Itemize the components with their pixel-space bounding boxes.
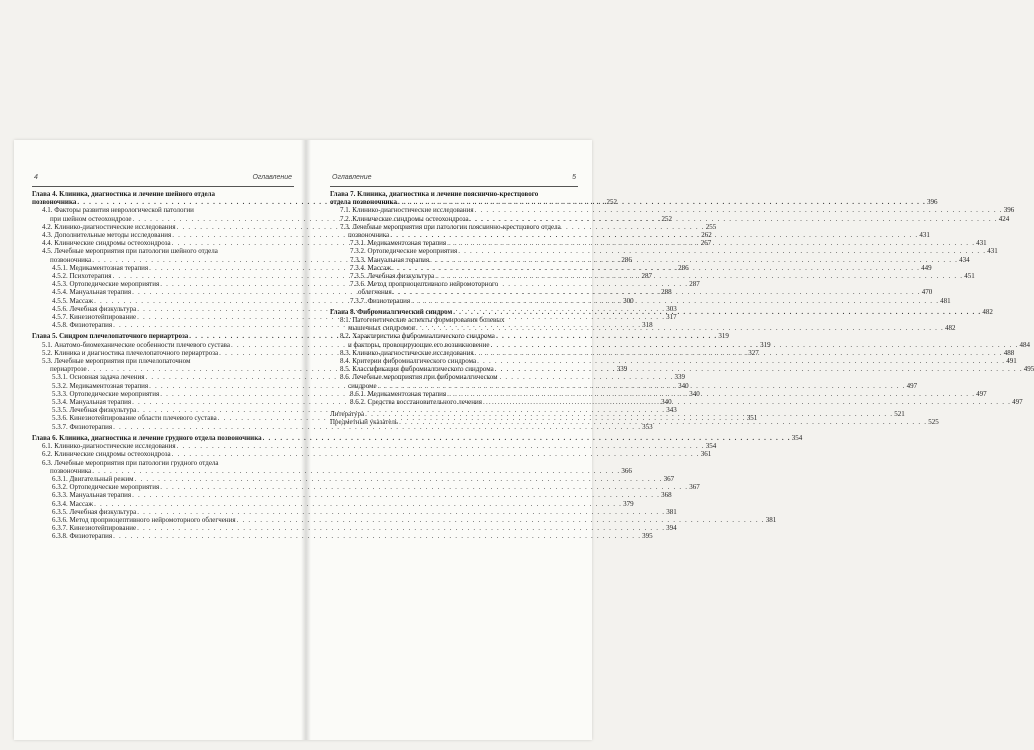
toc-entry-text: Глава 8. Фибромиалгический синдром (330, 307, 453, 316)
toc-entry (32, 499, 634, 508)
toc-page-number: 525 (928, 418, 939, 427)
toc-entry-text: 6.3.1. Двигательный режим (52, 474, 134, 483)
toc-entry-text: 4.5.4. Мануальная терапия (52, 288, 132, 297)
toc-page-number: 318 (642, 321, 653, 330)
toc-page-number: 287 (641, 272, 653, 281)
toc-page-number: 367 (689, 483, 700, 492)
toc-entry (32, 483, 700, 492)
toc-entry-text: 8.2. Характеристика фибромиалгического синдрома (340, 332, 495, 341)
toc-entry-text: отдела позвоночника (330, 198, 397, 207)
toc-page-number: 353 (642, 422, 653, 431)
toc-entry-text: Глава 4. Клиника, диагностика и лечение шейного отдела (32, 190, 215, 198)
toc-page-number: 339 (674, 373, 686, 382)
toc-page-number: 495 (1023, 365, 1034, 374)
toc-entry-text: 5.3.1. Основная задача лечения (52, 373, 145, 382)
toc-page-number: 431 (919, 231, 930, 240)
dot-leader (477, 357, 1005, 365)
dot-leader (447, 390, 975, 398)
toc-page-number: 287 (689, 280, 700, 289)
toc-page-number: 394 (666, 524, 677, 533)
running-header (32, 174, 294, 184)
toc-entry-text: 5.3.5. Лечебная физкультура (52, 406, 137, 415)
toc-entry-text: Глава 7. Клиника, диагностика и лечение пояснично-крестцового (330, 190, 539, 198)
toc-entry (32, 474, 675, 483)
toc-page-number: 381 (666, 507, 677, 516)
toc-entry (32, 450, 712, 459)
toc-page-number: 339 (616, 365, 628, 374)
toc-entry-text: позвоночника (50, 466, 92, 475)
toc-entry (32, 442, 717, 451)
toc-page-number: 319 (718, 332, 729, 341)
toc-entry-text: 5.2. Клиника и диагностика плечелопаточного периартроза (42, 348, 219, 357)
toc-entry-text: 5.3.6. Кинезиотейпирование области плечевого сустава (52, 414, 217, 423)
toc-entry-text: 4.4. Клинические синдромы остеохондроза (42, 239, 171, 248)
toc-page-number: 497 (1012, 398, 1023, 407)
toc-page-number: 470 (921, 288, 933, 297)
toc-entry-text: 8.6. Лечебные мероприятия при фибромиалгическом (340, 373, 498, 382)
toc-entry-text: синдроме (348, 381, 377, 390)
dot-leader (490, 341, 1018, 349)
toc-entry-text: 8.3. Клинико-диагностические исследования (340, 348, 474, 357)
toc-entry-text: 4.5.8. Физиотерапия (52, 321, 113, 330)
toc-page-number: 449 (921, 263, 932, 272)
toc-entry-text: 4.5.1. Медикаментозная терапия (52, 263, 149, 272)
toc-page-number: 317 (666, 313, 677, 322)
page-number: 5 (572, 174, 576, 181)
toc-page-number: 424 (998, 214, 1010, 223)
toc-entry (32, 515, 777, 524)
toc-entry-text: 5.3.2. Медикаментозная терапия (52, 381, 149, 390)
toc-entry-text: 7.3.7. Физиотерапия (350, 296, 411, 305)
toc-entry (330, 357, 1017, 366)
toc-entry-text: мышечных синдромов (348, 324, 415, 333)
toc-entry (32, 491, 672, 500)
toc-page-number: 327 (748, 348, 759, 357)
dot-leader (390, 231, 918, 239)
toc-entry-text: 4.1. Факторы развития неврологической патологии (42, 206, 194, 215)
toc-entry-text: 4.5.7. Кинезиотейпирование (52, 313, 137, 322)
dot-leader (447, 239, 975, 247)
toc-entry-text: 6.3.7. Кинезиотейпирование (52, 524, 137, 533)
toc-entry-text: 4.2. Клинико-диагностические исследования (42, 222, 176, 231)
toc-page-number: 354 (705, 442, 717, 451)
toc-entry-text: 4.5.5. Массаж (52, 296, 94, 305)
toc-page-number: 286 (621, 255, 632, 264)
toc-page-number: 340 (678, 381, 689, 390)
toc-page-number: 396 (1003, 206, 1015, 215)
toc-entry-text: позвоночника (32, 198, 77, 207)
toc-page-number: 252 (606, 198, 617, 207)
toc-entry-text: 5.3.7. Физиотерапия (52, 422, 113, 431)
toc-entry-text: 7.3.2. Ортопедические мероприятия (350, 247, 458, 256)
toc-page-number: 396 (927, 198, 938, 207)
toc-page-number: 381 (765, 515, 777, 524)
toc-entry-text: 7.3.6. Метод проприоцептивного нейромоторного (350, 280, 499, 289)
toc-entry-text: 7.2. Клинические синдромы остеохондроза (340, 214, 469, 223)
toc-entry-text: 8.4. Критерии фибромиалгического синдрома (340, 357, 477, 366)
toc-entry-text: Предметный указатель (330, 418, 399, 427)
toc-page-number: 481 (940, 296, 951, 305)
toc-entry-text: 6.3.6. Метод проприоцептивного нейромоторного облегчения (52, 515, 236, 524)
toc-page-number: 288 (661, 288, 672, 297)
toc-page-number: 451 (964, 272, 975, 281)
toc-page-number: 488 (1003, 348, 1015, 357)
toc-entry-text: 7.1. Клинико-диагностические исследования (340, 206, 474, 215)
toc-entry-text: облегчения (358, 288, 392, 297)
toc-page-number: 482 (982, 307, 993, 316)
toc-page-number: 367 (663, 474, 675, 483)
toc-entry-text: 6.3.3. Мануальная терапия (52, 491, 132, 500)
toc-chapter-entry (32, 433, 803, 442)
toc-entry-text: 4.3. Дополнительные методы исследования (42, 231, 172, 240)
toc-entry-text: 4.5.6. Лечебная физкультура (52, 304, 137, 313)
dot-leader (398, 198, 926, 206)
dot-leader (495, 365, 1023, 373)
book-spread (14, 140, 1034, 740)
toc-page-number: 491 (1006, 357, 1017, 366)
dot-leader (393, 288, 921, 296)
toc-entry-text: периартрозе (50, 365, 87, 374)
toc-page-number: 395 (642, 532, 653, 541)
toc-page-number: 267 (700, 239, 712, 248)
header-rule (32, 186, 294, 187)
toc-page-number: 368 (661, 491, 672, 500)
toc-page-number: 379 (623, 499, 634, 508)
toc-entry-text: 8.6.2. Средства восстановительного лечения (350, 398, 482, 407)
dot-leader (392, 264, 920, 272)
running-title: Оглавление (332, 174, 372, 181)
toc-entry-text: 6.3.2. Ортопедические мероприятия (52, 483, 160, 492)
toc-page-number: 431 (987, 247, 998, 256)
toc-page-number: 303 (666, 304, 677, 313)
toc-entry-text: 8.5. Классификация фибромиалгического синдрома (340, 365, 494, 374)
toc-page-number: 319 (760, 340, 771, 349)
toc-entry-text: 7.3.5. Лечебная физкультура (350, 272, 435, 281)
page-number: 4 (34, 174, 38, 181)
toc-entry-text: 5.3.4. Мануальная терапия (52, 398, 132, 407)
toc-entry-text: 6.3. Лечебные мероприятия при патологии грудного отдела (42, 458, 219, 467)
running-title: Оглавление (252, 174, 292, 181)
dot-leader (483, 398, 1011, 406)
toc-entry-text: Глава 6. Клиника, диагностика и лечение грудного отдела позвоночника (32, 433, 262, 442)
toc-entry-text: 7.3.4. Массаж (350, 263, 392, 272)
toc-entry (32, 507, 677, 516)
toc-page-number: 255 (705, 222, 717, 231)
toc-entry-text: 6.3.8. Физиотерапия (52, 532, 113, 541)
toc-page-number: 252 (661, 214, 673, 223)
toc-entry (330, 206, 1015, 215)
toc-page-number: 366 (621, 466, 632, 475)
toc-entry-text: 7.3.3. Мануальная терапия (350, 255, 430, 264)
toc-page-number: 361 (700, 450, 712, 459)
toc-page-number: 434 (959, 255, 970, 264)
dot-leader (430, 256, 958, 264)
dot-leader (453, 308, 981, 316)
toc-page-number: 497 (976, 389, 987, 398)
toc-entry-text: 6.3.4. Массаж (52, 499, 94, 508)
toc-entry-text: 4.5.2. Психотерапия (52, 272, 112, 281)
dot-leader (475, 349, 1003, 357)
toc-entry (330, 247, 998, 256)
dot-leader (470, 215, 998, 223)
toc-entry-text: и факторы, провоцирующие его возникновение (348, 340, 490, 349)
toc-entry (32, 532, 653, 541)
dot-leader (399, 418, 927, 426)
toc-page-number: 340 (689, 389, 700, 398)
toc-page-number: 351 (746, 414, 758, 423)
running-header (330, 174, 578, 184)
toc-entry (32, 458, 632, 475)
dot-leader (475, 206, 1003, 214)
toc-entry-text: 6.1. Клинико-диагностические исследования (42, 442, 176, 451)
toc-entry-text: позвоночника (348, 231, 390, 240)
toc-page-number: 340 (661, 398, 672, 407)
toc-page-number: 354 (791, 433, 803, 442)
toc-page-number: 484 (1019, 340, 1030, 349)
toc-entry-text: 6.3.5. Лечебная физкультура (52, 507, 137, 516)
toc-entry-text: 4.5. Лечебные мероприятия при патологии шейного отдела (42, 247, 218, 256)
toc-entry-text: 8.6.1. Медикаментозная терапия (350, 389, 447, 398)
toc-page-number: 497 (906, 381, 918, 390)
dot-leader (411, 297, 939, 305)
dot-leader (458, 247, 986, 255)
toc-entry-text: позвоночника (50, 255, 92, 264)
toc-page-number: 482 (945, 324, 956, 333)
toc-page-number: 262 (701, 231, 712, 240)
toc-entry-text: при шейном остеохондрозе (50, 214, 132, 223)
dot-leader (416, 324, 944, 332)
toc-entry-text: 4.5.3. Ортопедические мероприятия (52, 280, 160, 289)
toc-page-number: 343 (666, 406, 677, 415)
toc-entry-text: Глава 5. Синдром плечелопаточного периартроза (32, 332, 189, 341)
toc-entry (32, 524, 677, 533)
toc-entry-text: 6.2. Клинические синдромы остеохондроза (42, 450, 171, 459)
toc-page-number: 286 (678, 263, 689, 272)
toc-entry-text: 7.3. Лечебные мероприятия при патологии пояснично-крестцового отдела (340, 222, 561, 231)
toc-entry-text: 5.3. Лечебные мероприятия при плечелопаточном (42, 357, 191, 366)
toc-page-number: 300 (623, 296, 634, 305)
toc-entry-text: Литература (330, 410, 365, 419)
toc-page-number: 521 (894, 410, 905, 419)
header-rule (330, 186, 578, 187)
toc-entry-text: 7.3.1. Медикаментозная терапия (350, 239, 447, 248)
toc-entry-text: 8.1. Патогенетические аспекты формирования болевых (340, 316, 505, 325)
toc-page-number: 431 (976, 239, 987, 248)
dot-leader (365, 410, 893, 418)
toc-entry-text: 5.3.3. Ортопедические мероприятия (52, 389, 160, 398)
dot-leader (378, 382, 906, 390)
dot-leader (435, 272, 963, 280)
toc-entry-text: 5.1. Анатомо-биомеханические особенности плечевого сустава (42, 340, 230, 349)
